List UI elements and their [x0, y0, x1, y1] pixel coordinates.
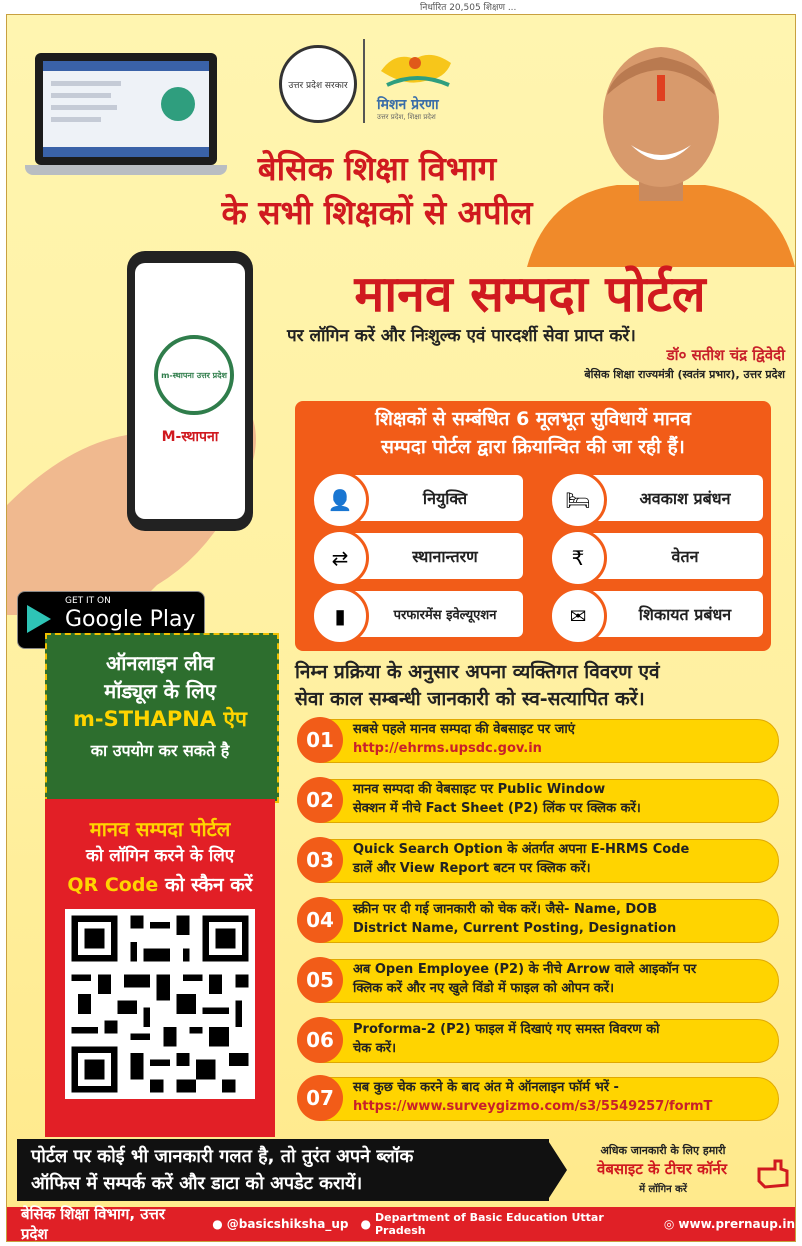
transfer-icon: ⇄ [311, 529, 369, 587]
step-line-2: क्लिक करें और नए खुले विंडो में फाइल को ओपन करें। [353, 981, 615, 996]
step-03 [297, 835, 779, 885]
m-sthapna-label: M-स्थापना [161, 429, 219, 445]
seal-text: उत्तर प्रदेश सरकार [288, 80, 348, 91]
performance-icon: ▮ [311, 587, 369, 645]
footer-facebook[interactable]: Department of Basic Education Uttar Pradesh [375, 1211, 604, 1237]
step-line-1: अब Open Employee (P2) के नीचे Arrow वाले आइकॉन पर [353, 962, 697, 977]
m-sthapna-line-2: मॉड्यूल के लिए [104, 679, 216, 703]
step-01 [297, 715, 779, 765]
step-number: 04 [297, 897, 343, 943]
portrait-photo [527, 35, 795, 267]
step-02 [297, 775, 779, 825]
leave-icon: 🛏 [549, 471, 607, 529]
footer-twitter[interactable]: @basicshiksha_up [226, 1217, 349, 1231]
bottom-notice-line-2: ऑफिस में सम्पर्क करें और डाटा को अपडेट करायें। [31, 1173, 363, 1194]
globe-icon: ◎ [663, 1217, 675, 1231]
step-line-1: स्क्रीन पर दी गई जानकारी को चेक करें। जैसे- Name, DOB [353, 902, 658, 917]
minister-role: बेसिक शिक्षा राज्यमंत्री (स्वतंत्र प्रभार), उत्तर प्रदेश [584, 368, 785, 381]
appeal-heading [207, 147, 547, 235]
steps-heading [295, 659, 783, 713]
step-line-1: Proforma-2 (P2) फाइल में दिखाएं गए समस्त विवरण को [353, 1022, 660, 1037]
teacher-corner-link[interactable]: वेबसाइट के टीचर कॉर्नर [596, 1160, 727, 1178]
salary-icon: ₹ [549, 529, 607, 587]
step-line-1: मानव सम्पदा की वेबसाइट पर Public Window [353, 782, 606, 797]
step-number: 05 [297, 957, 343, 1003]
step-06 [297, 1015, 779, 1065]
bottom-notice-arrow [547, 1139, 567, 1201]
step-text [353, 780, 763, 818]
portal-subtitle: पर लॉगिन करें और निःशुल्क एवं पारदर्शी सेवा प्राप्त करें। [287, 326, 636, 346]
more-info-line-1: अधिक जानकारी के लिए हमारी [600, 1144, 726, 1157]
qr-line-3-text: को स्कैन करें [164, 874, 253, 896]
step-04 [297, 895, 779, 945]
step-text [353, 1020, 763, 1058]
poster [6, 14, 796, 1242]
step-line-2: सेक्शन में नीचे Fact Sheet (P2) लिंक पर क्लिक करें। [353, 801, 641, 816]
twitter-icon: ● [212, 1217, 223, 1231]
qr-line-1: मानव सम्पदा पोर्टल [89, 817, 231, 841]
qr-code[interactable] [65, 909, 255, 1099]
step-text [353, 720, 763, 758]
footer-website[interactable]: www.prernaup.in [678, 1217, 795, 1231]
m-sthapna-logo [154, 335, 234, 415]
google-play-icon [27, 605, 51, 633]
appointment-icon: 👤 [311, 471, 369, 529]
google-play-name: Google Play [65, 607, 196, 632]
step-07 [297, 1073, 779, 1123]
step-line-1: Quick Search Option के अंतर्गत अपना E-HRMS Code [353, 842, 690, 857]
portal-title: मानव सम्पदा पोर्टल [354, 265, 706, 323]
logo-divider [363, 39, 365, 123]
more-info-line-3: में लॉगिन करें [639, 1184, 687, 1195]
qr-code-word: QR Code [67, 874, 159, 896]
step-text [353, 900, 763, 938]
facilities-heading-line-2: सम्पदा पोर्टल द्वारा क्रियान्वित की जा रही हैं। [381, 436, 685, 458]
facilities-heading-line-1: शिक्षकों से सम्बंधित 6 मूलभूत सुविधायें मानव [375, 408, 691, 430]
facebook-icon: ● [360, 1217, 371, 1231]
laptop-screen [43, 61, 209, 157]
mission-prerna-logo [375, 41, 459, 93]
grievance-icon: ✉ [549, 587, 607, 645]
step-line-2: चेक करें। [353, 1041, 396, 1056]
step-05 [297, 955, 779, 1005]
steps-heading-line-2: सेवा काल सम्बन्धी जानकारी को स्व-सत्यापित करें। [295, 688, 645, 710]
step-text [353, 1078, 763, 1116]
qr-line-2: को लॉगिन करने के लिए [85, 846, 235, 866]
minister-name: डॉ० सतीश चंद्र द्विवेदी [666, 346, 785, 364]
survey-link[interactable]: https://www.surveygizmo.com/s3/5549257/formT [353, 1099, 713, 1114]
step-line-2: डालें और View Report बटन पर क्लिक करें। [353, 861, 591, 876]
ehrms-link[interactable]: http://ehrms.upsdc.gov.in [353, 741, 542, 756]
facility-label: परफारमेंस इवेल्यूएशन [393, 608, 497, 623]
bottom-notice [31, 1143, 541, 1197]
facility-label: शिकायत प्रबंधन [638, 605, 732, 624]
facility-label: वेतन [671, 547, 699, 566]
step-text [353, 960, 763, 998]
qr-line-3 [45, 871, 275, 897]
step-number: 07 [297, 1075, 343, 1121]
footer-department: बेसिक शिक्षा विभाग, उत्तर प्रदेश [21, 1205, 166, 1242]
m-sthapna-text [45, 649, 275, 705]
facility-label: स्थानान्तरण [412, 547, 478, 566]
header-ribbon: निर्धारित 20,505 शिक्षण ... [420, 3, 517, 13]
facility-label: अवकाश प्रबंधन [639, 489, 731, 508]
step-number: 02 [297, 777, 343, 823]
appeal-line-2: के सभी शिक्षकों से अपील [221, 193, 533, 232]
m-sthapna-line-3: का उपयोग कर सकते है [90, 741, 230, 760]
step-line-2: District Name, Current Posting, Designation [353, 921, 677, 936]
laptop-base [25, 165, 227, 175]
m-sthapna-app-name: m-STHAPNA ऐप [73, 707, 247, 731]
step-line-1: सब कुछ चेक करने के बाद अंत मे ऑनलाइन फॉर्म भरें - [353, 1080, 619, 1095]
up-government-seal [279, 45, 357, 123]
google-play-top: GET IT ON [65, 596, 111, 606]
step-number: 03 [297, 837, 343, 883]
bottom-notice-line-1: पोर्टल पर कोई भी जानकारी गलत है, तो तुरंत अपने ब्लॉक [31, 1146, 414, 1167]
m-sthapna-ring-text: m-स्थापना उत्तर प्रदेश [161, 370, 227, 380]
m-sthapna-line-1: ऑनलाइन लीव [105, 651, 215, 675]
footer [7, 1207, 795, 1241]
step-number: 06 [297, 1017, 343, 1063]
step-line-1: सबसे पहले मानव सम्पदा की वेबसाइट पर जाएं [353, 722, 575, 737]
steps-heading-line-1: निम्न प्रक्रिया के अनुसार अपना व्यक्तिगत विवरण एवं [295, 661, 660, 683]
step-text [353, 840, 763, 878]
mission-prerna-title: मिशन प्रेरणा [377, 97, 439, 113]
facilities-heading [295, 405, 771, 461]
step-number: 01 [297, 717, 343, 763]
facility-label: नियुक्ति [422, 489, 468, 508]
appeal-line-1: बेसिक शिक्षा विभाग [257, 149, 497, 188]
pointing-hand-icon [755, 1151, 791, 1191]
mission-prerna-subtitle: उत्तर प्रदेश, शिक्षा प्रदेश [377, 113, 436, 121]
